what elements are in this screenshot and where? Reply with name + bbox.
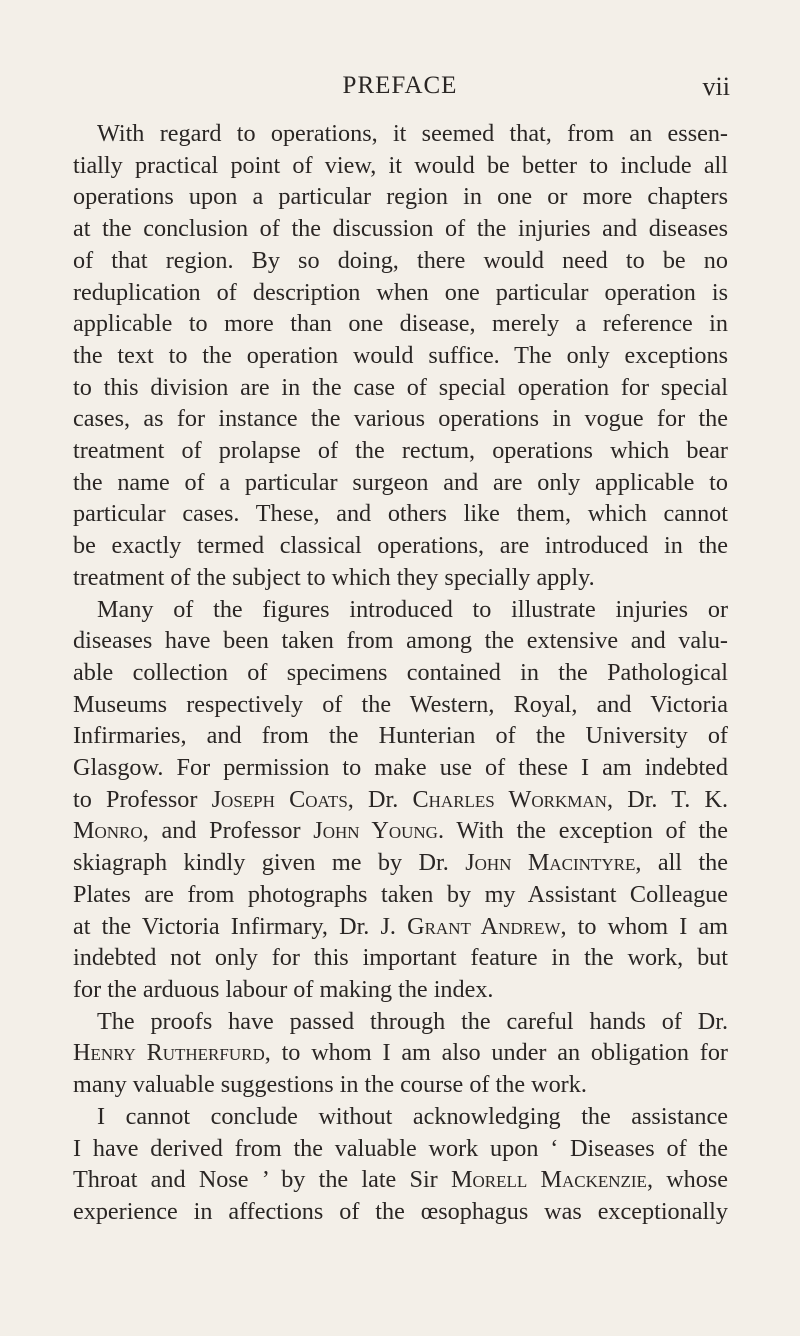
running-head: PREFACE xyxy=(342,72,458,99)
text-line: Museums respectively of the Western, Royal, and Victoria xyxy=(73,690,728,718)
text-line: experience in affections of the œsophagus was exceptionally xyxy=(73,1197,728,1225)
text-line: for the arduous labour of making the index. xyxy=(73,975,494,1003)
text-run: skiagraph kindly given me by Dr. xyxy=(73,849,466,877)
text-line: With regard to operations, it seemed that, from an essen- xyxy=(97,120,728,147)
text-run: , Dr. T. K. xyxy=(606,785,729,813)
person-name: Grant Andrew xyxy=(407,912,561,940)
text-line xyxy=(73,1037,728,1069)
text-line: I cannot conclude without acknowledging the assistance xyxy=(97,1102,728,1130)
person-name: Morell Mackenzie xyxy=(450,1166,647,1194)
text-line: cases, as for instance the various operations in vogue for the xyxy=(73,405,728,433)
preface-body xyxy=(73,118,728,1228)
person-name: John Macintyre xyxy=(465,849,636,877)
person-name: Charles Workman xyxy=(412,785,607,813)
text-run: Throat and Nose ’ by the late Sir xyxy=(73,1166,451,1194)
text-line: indebted not only for this important feature in the work, but xyxy=(73,944,728,972)
text-line xyxy=(73,1164,728,1196)
text-line: treatment of prolapse of the rectum, operations which bear xyxy=(73,437,728,465)
text-line xyxy=(73,815,728,847)
text-line: be exactly termed classical operations, are introduced in the xyxy=(73,532,728,560)
text-line xyxy=(73,911,728,943)
text-line: at the conclusion of the discussion of the injuries and diseases xyxy=(73,215,728,243)
text-line xyxy=(73,784,728,816)
text-line: Many of the figures introduced to illustrate injuries or xyxy=(97,595,728,623)
text-run: . With the exception of the xyxy=(437,817,729,845)
text-line: diseases have been taken from among the extensive and valu- xyxy=(73,627,728,655)
text-run: , all the xyxy=(635,849,728,877)
text-line: I have derived from the valuable work upon ‘ Diseases of the xyxy=(73,1134,728,1162)
text-line: of that region. By so doing, there would need to be no xyxy=(73,246,728,274)
person-name: John Young xyxy=(313,817,438,845)
text-line: able collection of specimens contained in the Pathological xyxy=(73,658,728,686)
page-header xyxy=(0,72,800,104)
text-line: The proofs have passed through the careful hands of Dr. xyxy=(97,1007,728,1035)
text-line: tially practical point of view, it would be better to include all xyxy=(73,151,728,179)
text-line: Plates are from photographs taken by my Assistant Colleague xyxy=(73,880,728,908)
text-line: applicable to more than one disease, merely a reference in xyxy=(73,310,728,338)
text-line: the name of a particular surgeon and are only applicable to xyxy=(73,468,728,496)
text-line: to this division are in the case of special operation for special xyxy=(73,373,728,401)
text-run: , to whom I am also under an obligation for xyxy=(264,1039,728,1067)
text-run: , whose xyxy=(646,1166,729,1194)
text-run: , and Professor xyxy=(142,817,314,845)
page-number: vii xyxy=(702,72,730,101)
text-run: , Dr. xyxy=(347,785,413,813)
text-run: at the Victoria Infirmary, Dr. J. xyxy=(73,912,408,940)
person-name: Henry Rutherfurd xyxy=(73,1039,265,1067)
text-line: the text to the operation would suffice. The only exceptions xyxy=(73,341,728,369)
text-line xyxy=(73,847,728,879)
person-name: Joseph Coats xyxy=(211,785,348,813)
text-line: operations upon a particular region in one or more chapters xyxy=(73,183,728,211)
text-line: particular cases. These, and others like them, which cannot xyxy=(73,500,728,528)
text-run: to Professor xyxy=(73,785,212,813)
person-name: Monro xyxy=(73,817,143,845)
text-line: Infirmaries, and from the Hunterian of the University of xyxy=(73,722,728,750)
text-line: many valuable suggestions in the course of the work. xyxy=(73,1071,587,1099)
text-line: Glasgow. For permission to make use of these I am indebted xyxy=(73,754,728,782)
text-run: , to whom I am xyxy=(560,912,728,940)
text-line: reduplication of description when one particular operation is xyxy=(73,278,728,306)
text-line: treatment of the subject to which they specially apply. xyxy=(73,563,595,591)
